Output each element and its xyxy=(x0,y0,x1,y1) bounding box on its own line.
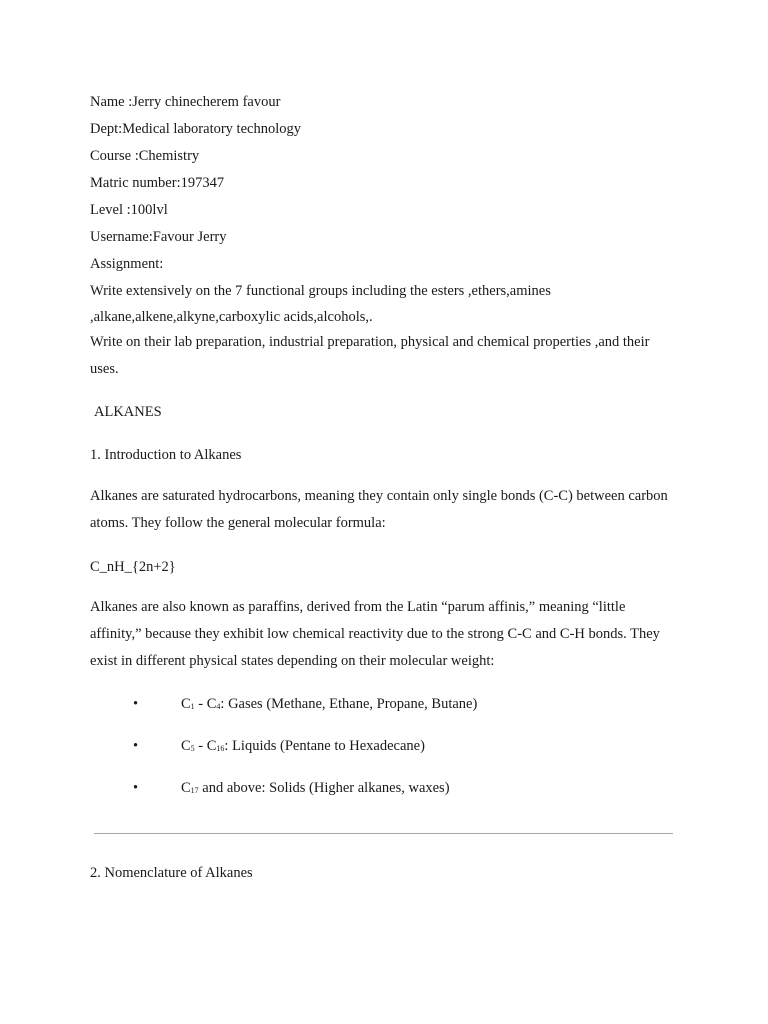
bullet-marker: • xyxy=(133,696,139,712)
horizontal-divider xyxy=(94,833,673,834)
general-formula: C_nH_{2n+2} xyxy=(90,559,176,575)
subheading-introduction: 1. Introduction to Alkanes xyxy=(90,447,242,463)
bullet-solids: $C_{17}$ and above: Solids (Higher alkanes, waxes) xyxy=(181,780,450,796)
section-title: ALKANES xyxy=(94,404,162,420)
assignment-line-1: Write extensively on the 7 functional groups including the esters ,ethers,amines xyxy=(90,283,551,299)
subheading-nomenclature: 2. Nomenclature of Alkanes xyxy=(90,865,253,881)
student-username: Username:Favour Jerry xyxy=(90,229,227,245)
student-level: Level :100lvl xyxy=(90,202,168,218)
bullet-liquids: $C_5 - C_{16}$: Liquids (Pentane to Hexadecane) xyxy=(181,738,425,754)
bullet-gases: $C_1 - C_4$: Gases (Methane, Ethane, Propane, Butane) xyxy=(181,696,478,712)
bullet-marker: • xyxy=(133,780,139,796)
student-dept: Dept:Medical laboratory technology xyxy=(90,121,301,137)
student-matric: Matric number:197347 xyxy=(90,175,225,191)
intro-paragraph: Alkanes are saturated hydrocarbons, meaning they contain only single bonds (C-C) between carbon atoms. They follow the general molecular formula: xyxy=(90,488,668,531)
assignment-line-3: Write on their lab preparation, industrial preparation, physical and chemical properties ,and their uses. xyxy=(90,334,650,377)
student-course: Course :Chemistry xyxy=(90,148,200,164)
assignment-label: Assignment: xyxy=(90,256,164,272)
bullet-marker: • xyxy=(133,738,139,754)
student-name: Name :Jerry chinecherem favour xyxy=(90,94,281,110)
paraffins-paragraph: Alkanes are also known as paraffins, derived from the Latin “parum affinis,” meaning “little affinity,” because they exhibit low chemical reactivity due to the strong C-C and C-H bonds. They exist in different physical states depending on their molecular weight: xyxy=(90,599,660,669)
assignment-line-2: ,alkane,alkene,alkyne,carboxylic acids,alcohols,. xyxy=(90,309,373,325)
